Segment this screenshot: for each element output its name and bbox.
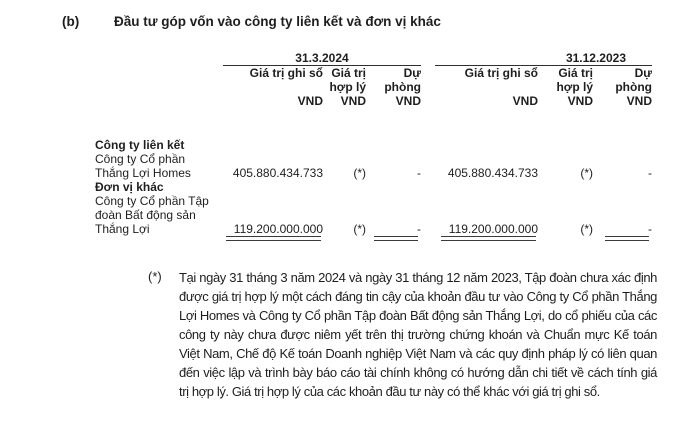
provision-2024: - — [417, 166, 421, 180]
empty-cell — [538, 236, 593, 241]
header-fair-2024-line2: hợp lý — [329, 80, 366, 94]
section-heading-other-units: Đơn vị khác — [95, 180, 164, 194]
gap-cell — [421, 94, 435, 108]
company-name-line: đoàn Bất động sản — [95, 208, 196, 222]
column-header-row-2 — [95, 80, 652, 94]
carrying-value-2023: 119.200.000.000 — [448, 222, 538, 236]
period-2024-header: 31.3.2024 — [223, 46, 421, 66]
empty-cell — [95, 66, 223, 81]
header-provision-2023: Dự — [634, 66, 652, 80]
company-name-line: Công ty Cổ phần — [95, 152, 186, 166]
footnote-marker: (*) — [148, 269, 162, 284]
header-carrying-2024-line2 — [223, 80, 323, 94]
section-heading-row — [95, 138, 652, 152]
header-provision-2024: Dự — [403, 66, 421, 80]
section-marker: (b) — [62, 14, 80, 29]
column-header-row-1 — [95, 66, 652, 81]
provision-2024: - — [417, 222, 421, 236]
header-provision-2023-line2: phòng — [615, 80, 652, 94]
unit-row — [95, 94, 652, 108]
gap-cell — [421, 222, 435, 236]
unit-carrying-2024: VND — [297, 94, 323, 108]
section-heading-row — [95, 180, 652, 194]
gap-cell — [421, 66, 435, 81]
data-row-thang-loi-homes — [95, 166, 652, 180]
header-fair-2023-line2: hợp lý — [556, 80, 593, 94]
provision-2023: - — [648, 166, 652, 180]
header-carrying-2023-line2 — [435, 80, 538, 94]
company-name-row — [95, 208, 652, 222]
header-carrying-2023: Giá trị ghi sổ — [464, 66, 538, 80]
total-rule-row — [95, 236, 652, 241]
provision-2023: - — [648, 222, 652, 236]
double-rule-carrying-2023 — [435, 236, 538, 241]
gap-cell — [421, 166, 435, 180]
unit-carrying-2023: VND — [512, 94, 538, 108]
double-rule-provision-2023 — [593, 236, 652, 241]
company-name-line: Thắng Lợi — [95, 222, 150, 236]
double-rule-carrying-2024 — [223, 236, 323, 241]
carrying-value-2024: 119.200.000.000 — [233, 222, 323, 236]
header-provision-2024-line2: phòng — [384, 80, 421, 94]
period-2023-header: 31.12.2023 — [435, 46, 652, 66]
header-carrying-2024: Giá trị ghi sổ — [249, 66, 323, 80]
unit-provision-2024: VND — [395, 94, 421, 108]
gap-cell — [421, 80, 435, 94]
gap-cell — [421, 46, 435, 66]
fair-value-2024: (*) — [353, 166, 366, 180]
empty-cell — [323, 236, 366, 241]
empty-cell — [95, 80, 223, 94]
fair-value-2023: (*) — [580, 222, 593, 236]
company-name-row — [95, 152, 652, 166]
data-row-thang-loi — [95, 222, 652, 236]
header-fair-2023: Giá trị — [558, 66, 593, 80]
fair-value-2023: (*) — [580, 166, 593, 180]
period-header-row — [95, 46, 652, 66]
unit-provision-2023: VND — [626, 94, 652, 108]
unit-fair-2024: VND — [340, 94, 366, 108]
fair-value-2024: (*) — [353, 222, 366, 236]
carrying-value-2024: 405.880.434.733 — [232, 166, 323, 180]
footnote — [148, 268, 658, 401]
gap-cell — [421, 236, 435, 241]
section-heading-associates: Công ty liên kết — [95, 138, 185, 152]
empty-cell — [95, 236, 223, 241]
footnote-text: Tại ngày 31 tháng 3 năm 2024 và ngày 31 tháng 12 năm 2023, Tập đoàn chưa xác định được giá trị hợp lý một cách đáng tin cậy của khoản đầu tư vào Công ty Cổ phần Thắng Lợi Homes và Công ty Cổ phần Tập đoàn Bất động sản Thắng Lợi, do cổ phiếu của các công ty này chưa được niêm yết trên thị trường chứng khoán và Chuẩn mực Kế toán Việt Nam, Chế độ Kế toán Doanh nghiệp Việt Nam và các quy định pháp lý có liên quan đến việc lập và trình bày báo cáo tài chính không có hướng dẫn chi tiết về cách tính giá trị hợp lý. Giá trị hợp lý của các khoản đầu tư này có thể khác với giá trị ghi sổ. — [179, 270, 657, 399]
section-title: Đầu tư góp vốn vào công ty liên kết và đơn vị khác — [114, 14, 441, 29]
unit-fair-2023: VND — [567, 94, 593, 108]
company-name-line: Công ty Cổ phần Tập — [95, 194, 209, 208]
double-rule-provision-2024 — [366, 236, 421, 241]
empty-cell — [95, 46, 223, 66]
carrying-value-2023: 405.880.434.733 — [447, 166, 538, 180]
header-fair-2024: Giá trị — [331, 66, 366, 80]
empty-cell — [95, 94, 223, 108]
spacer-row — [95, 108, 652, 138]
company-name-line: Thắng Lợi Homes — [95, 166, 191, 180]
company-name-row — [95, 194, 652, 208]
investments-table — [95, 46, 652, 241]
